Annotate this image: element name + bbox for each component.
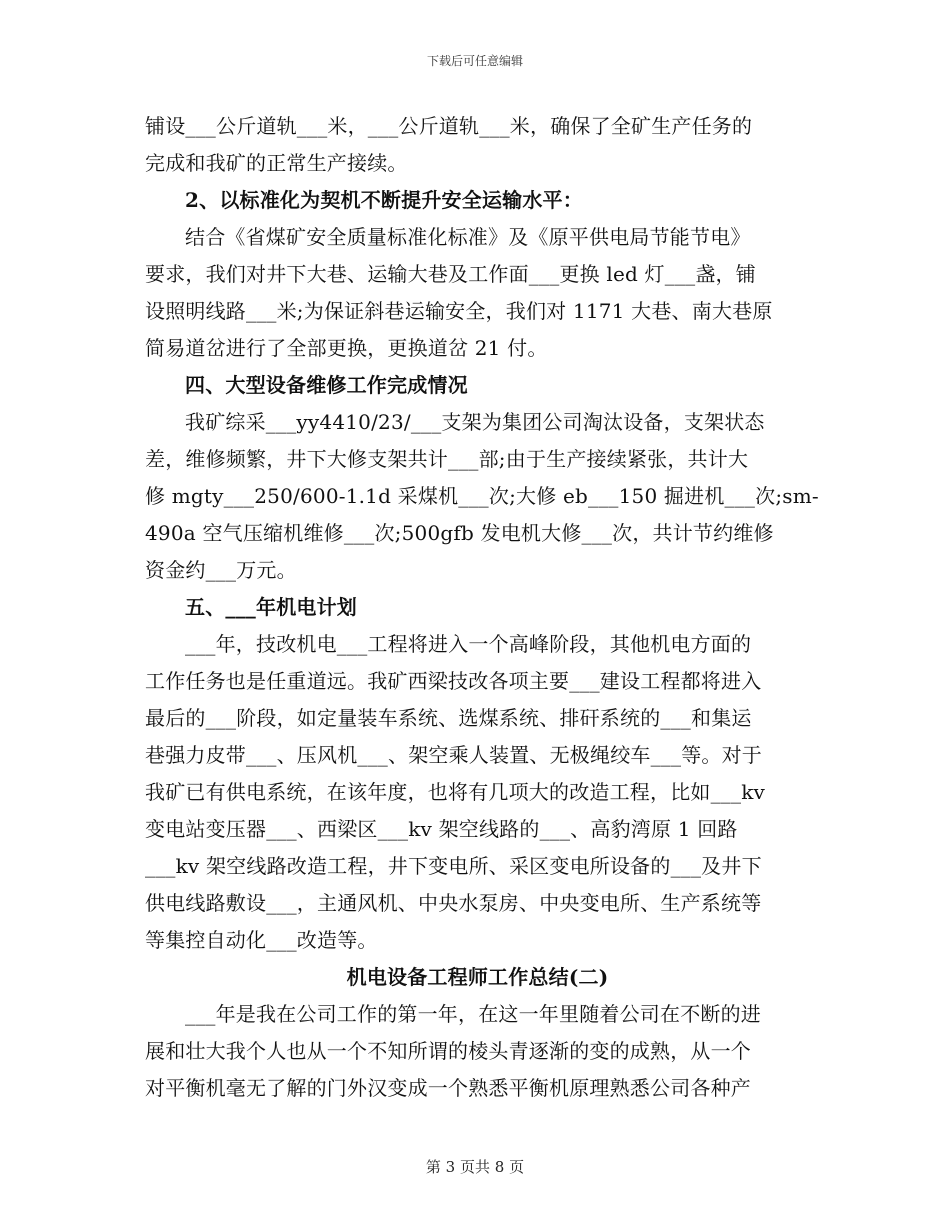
body-line: 修 mgty___250/600-1.1d 采煤机___次;大修 eb___150 掘进机___次;sm-	[145, 484, 819, 508]
body-line: 设照明线路___米;为保证斜巷运输安全，我们对 1171 大巷、南大巷原	[145, 299, 773, 323]
body-line: 完成和我矿的正常生产接续。	[145, 151, 408, 175]
body-line: 供电线路敷设___，主通风机、中央水泵房、中央变电所、生产系统等	[145, 891, 762, 915]
body-line: 要求，我们对井下大巷、运输大巷及工作面___更换 led 灯___盏，铺	[145, 262, 756, 286]
body-line: 等集控自动化___改造等。	[145, 928, 378, 952]
body-line: 490a 空气压缩机维修___次;500gfb 发电机大修___次，共计节约维修	[145, 521, 774, 545]
body-line: 巷强力皮带___、压风机___、架空乘人装置、无极绳绞车___等。对于	[145, 743, 762, 767]
section-heading: 五、___年机电计划	[185, 595, 357, 619]
body-line: ___kv 架空线路改造工程，井下变电所、采区变电所设备的___及井下	[145, 854, 762, 878]
body-line: 简易道岔进行了全部更换，更换道岔 21 付。	[145, 336, 548, 360]
section-heading: 2、以标准化为契机不断提升安全运输水平：	[185, 188, 583, 212]
page-footer: 第 3 页共 8 页	[425, 1158, 525, 1176]
body-line: 铺设___公斤道轨___米，___公斤道轨___米，确保了全矿生产任务的	[145, 114, 753, 138]
document-body	[145, 108, 819, 1107]
paragraph-start-line: ___年是我在公司工作的第一年，在这一年里随着公司在不断的进	[185, 1002, 761, 1026]
body-line: 差，维修频繁，井下大修支架共计___部;由于生产接续紧张，共计大	[145, 447, 749, 471]
body-line: 资金约___万元。	[145, 558, 297, 582]
document-subtitle: 机电设备工程师工作总结(二)	[346, 965, 609, 989]
body-line: 最后的___阶段，如定量装车系统、选煤系统、排矸系统的___和集运	[145, 706, 752, 730]
section-heading: 四、大型设备维修工作完成情况	[185, 373, 468, 397]
paragraph-start-line: ___年，技改机电___工程将进入一个高峰阶段，其他机电方面的	[185, 632, 752, 656]
body-line: 变电站变压器___、西梁区___kv 架空线路的___、高豹湾原 1 回路	[145, 817, 738, 841]
body-line: 我矿已有供电系统，在该年度，也将有几项大的改造工程，比如___kv	[145, 780, 766, 804]
paragraph-start-line: 结合《省煤矿安全质量标准化标准》及《原平供电局节能节电》	[185, 225, 751, 249]
body-line: 对平衡机毫无了解的门外汉变成一个熟悉平衡机原理熟悉公司各种产	[145, 1076, 751, 1100]
paragraph-start-line: 我矿综采___yy4410/23/___支架为集团公司淘汰设备，支架状态	[185, 410, 765, 434]
body-line: 工作任务也是任重道远。我矿西梁技改各项主要___建设工程都将进入	[145, 669, 762, 693]
page-header: 下载后可任意编辑	[426, 54, 523, 68]
body-line: 展和壮大我个人也从一个不知所谓的棱头青逐渐的变的成熟，从一个	[145, 1039, 751, 1063]
